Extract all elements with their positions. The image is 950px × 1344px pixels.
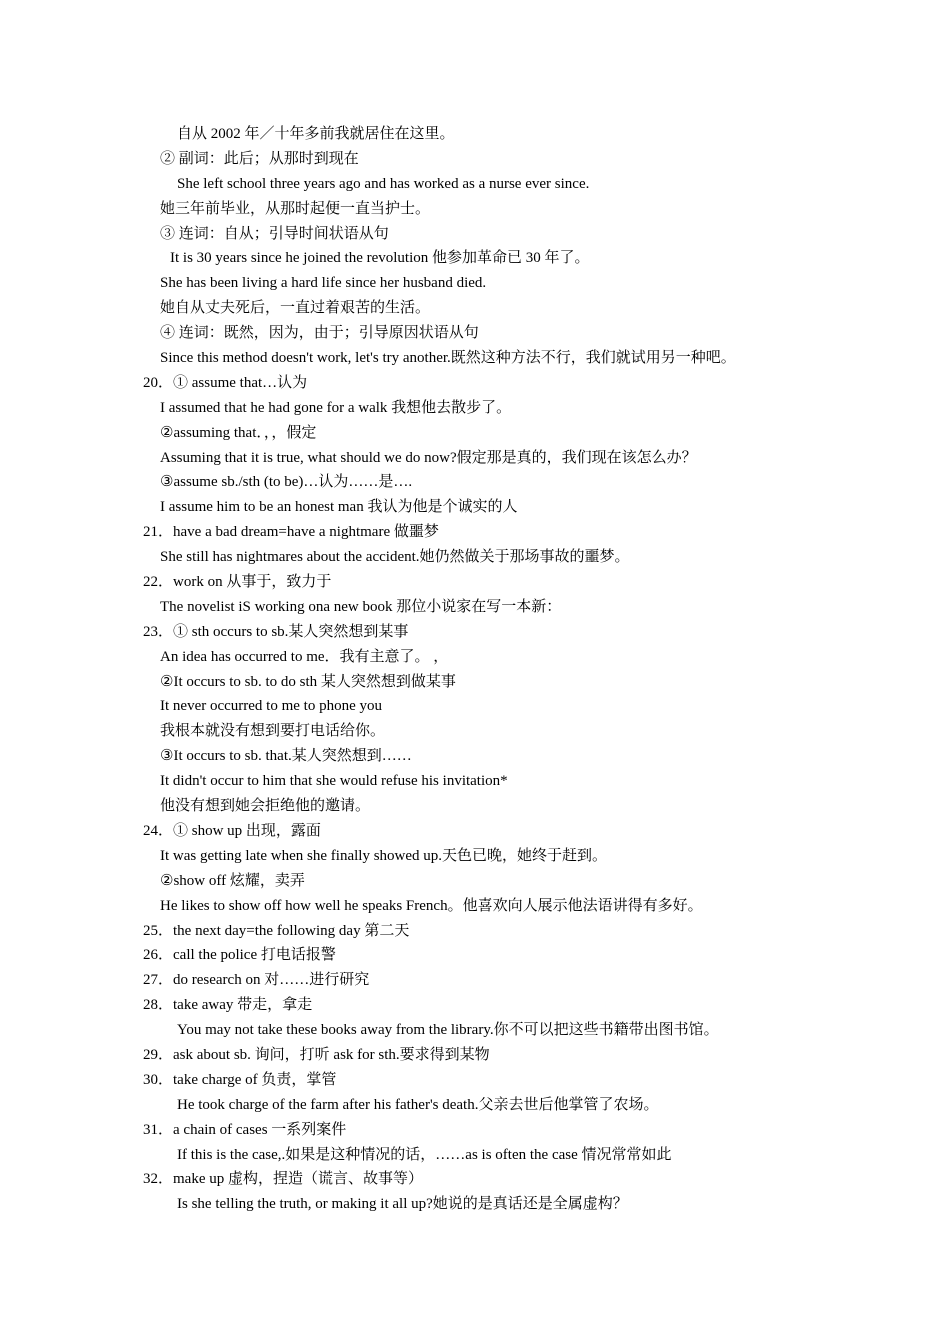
text-line: 24．① show up 出现，露面 <box>143 822 321 839</box>
text-line: ③assume sb./sth (to be)…认为……是…. <box>160 474 413 491</box>
text-line: It didn't occur to him that she would refuse his invitation* <box>160 773 508 790</box>
text-line: 她三年前毕业，从那时起便一直当护士。 <box>160 200 431 217</box>
text-line: 29．ask about sb. 询问，打听 ask for sth.要求得到某物 <box>143 1046 490 1063</box>
text-line: 25．the next day=the following day 第二天 <box>143 922 410 939</box>
text-line: 27．do research on 对……进行研究 <box>143 972 370 989</box>
text-line: I assumed that he had gone for a walk 我想他去散步了。 <box>160 399 512 416</box>
text-line: She still has nightmares about the accident.她仍然做关于那场事故的噩梦。 <box>160 549 630 566</box>
text-line: It was getting late when she finally showed up.天色已晚，她终于赶到。 <box>160 847 608 864</box>
text-line: 我根本就没有想到要打电话给你。 <box>160 723 386 740</box>
text-line: 21．have a bad dream=have a nightmare 做噩梦 <box>143 524 439 541</box>
text-line: An idea has occurred to me．我有主意了。 ， <box>160 648 449 665</box>
text-line: ②show off 炫耀，卖弄 <box>160 872 305 889</box>
text-line: Is she telling the truth, or making it all up?她说的是真话还是全属虚构？ <box>177 1196 628 1213</box>
text-line: It is 30 years since he joined the revolution 他参加革命已 30 年了。 <box>170 250 590 267</box>
text-line: 他没有想到她会拒绝他的邀请。 <box>160 798 371 815</box>
text-line: She left school three years ago and has worked as a nurse ever since. <box>177 175 590 192</box>
text-line: ② 副词：此后；从那时到现在 <box>160 150 359 167</box>
text-line: 她自从丈夫死后，一直过着艰苦的生活。 <box>160 300 431 317</box>
text-line: ②assuming that．，，假定 <box>160 424 317 441</box>
text-line: I assume him to be an honest man 我认为他是个诚实的人 <box>160 499 518 516</box>
text-line: ③It occurs to sb. that.某人突然想到…… <box>160 748 412 765</box>
text-line: 26．call the police 打电话报警 <box>143 947 336 964</box>
text-line: You may not take these books away from the library.你不可以把这些书籍带出图书馆。 <box>177 1022 719 1039</box>
text-line: If this is the case,.如果是这种情况的话，……as is often the case 情况常常如此 <box>177 1146 672 1163</box>
text-line: The novelist iS working ona new book 那位小说家在写一本新： <box>160 598 562 615</box>
text-line: 28．take away 带走，拿走 <box>143 997 313 1014</box>
text-line: ②It occurs to sb. to do sth 某人突然想到做某事 <box>160 673 456 690</box>
text-line: 31．a chain of cases 一系列案件 <box>143 1121 347 1138</box>
text-line: ④ 连词：既然，因为，由于；引导原因状语从句 <box>160 325 479 342</box>
text-line: 22．work on 从事于，致力于 <box>143 574 332 591</box>
text-line: ③ 连词：自从；引导时间状语从句 <box>160 225 389 242</box>
text-line: 30．take charge of 负责，掌管 <box>143 1071 337 1088</box>
text-line: It never occurred to me to phone you <box>160 698 383 715</box>
text-line: Since this method doesn't work, let's try another.既然这种方法不行，我们就试用另一种吧。 <box>160 350 736 367</box>
text-line: 20．① assume that…认为 <box>143 374 308 391</box>
text-line: He took charge of the farm after his father's death.父亲去世后他掌管了农场。 <box>177 1096 659 1113</box>
document-page <box>0 122 950 1217</box>
text-line: 自从 2002 年／十年多前我就居住在这里。 <box>177 126 455 142</box>
text-line: 23．① sth occurs to sb.某人突然想到某事 <box>143 623 409 640</box>
text-line: 32．make up 虚构，捏造（谎言、故事等） <box>143 1171 423 1188</box>
text-line: She has been living a hard life since her husband died. <box>160 275 487 292</box>
text-line: He likes to show off how well he speaks French。他喜欢向人展示他法语讲得有多好。 <box>160 897 703 914</box>
text-line: Assuming that it is true, what should we do now?假定那是真的，我们现在该怎么办？ <box>160 449 697 466</box>
